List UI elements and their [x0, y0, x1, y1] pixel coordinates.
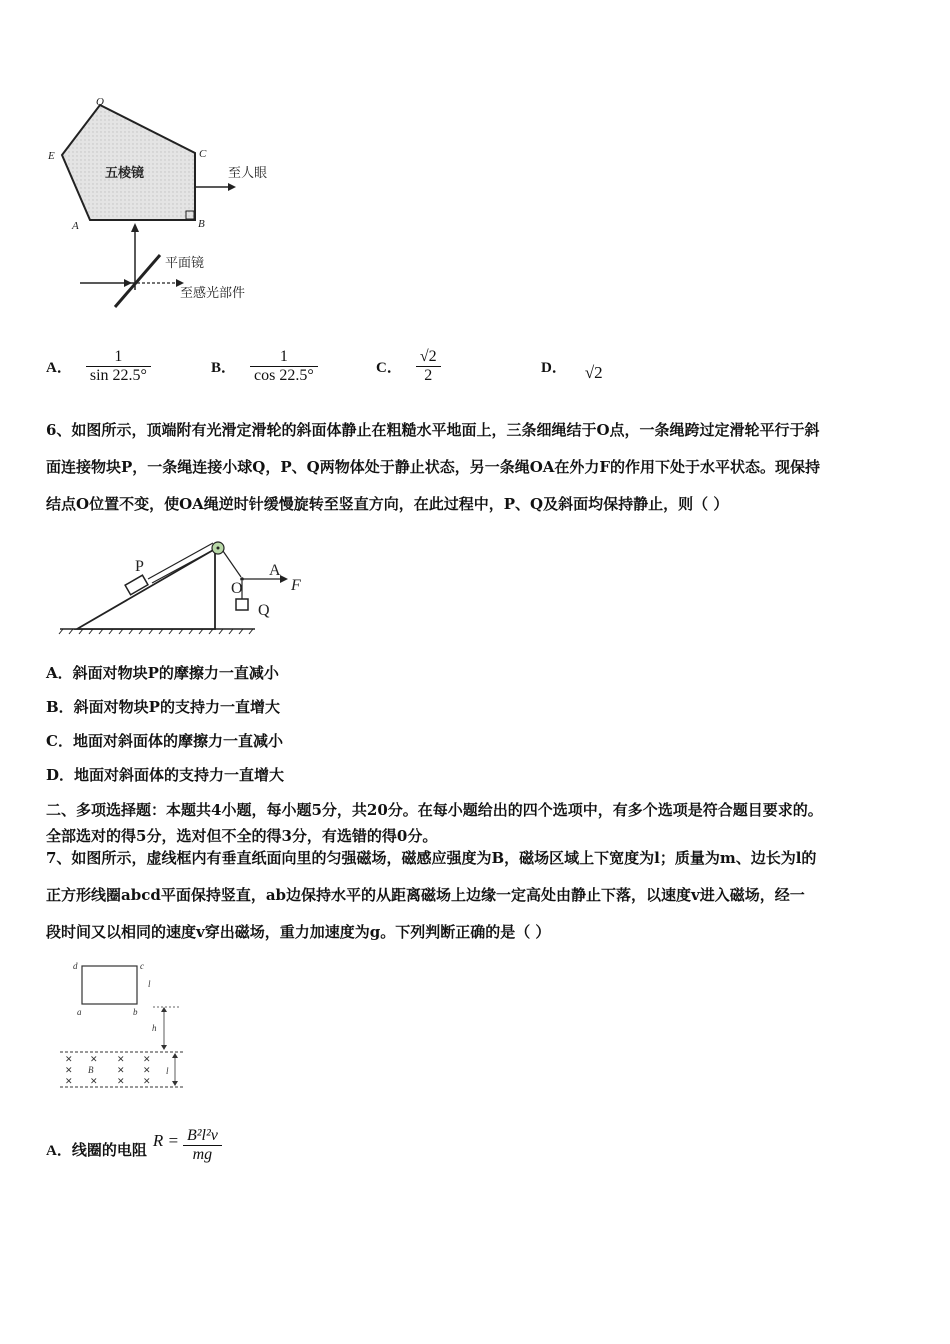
svg-text:✕: ✕: [65, 1065, 73, 1075]
coil-field-figure: [55, 955, 195, 1095]
coil-label-c: c: [140, 961, 144, 971]
label-f: F: [291, 577, 301, 594]
h-label: h: [152, 1023, 157, 1033]
coil-label-b: b: [133, 1007, 138, 1017]
denominator: mg: [183, 1145, 222, 1164]
q6-option-a[interactable]: A．斜面对物块P的摩擦力一直减小: [46, 664, 279, 682]
svg-text:✕: ✕: [143, 1054, 151, 1064]
q7-line-2: 正方形线圈abcd平面保持竖直，ab边保持水平的从距离磁场上边缘一定高处由静止下落，以速度v进入磁场，经一: [46, 886, 805, 904]
q6-line-2: 面连接物块P，一条绳连接小球Q，P、Q两物体处于静止状态，另一条绳OA在外力F的作用下处于水平状态。现保持: [46, 458, 821, 476]
pentaprism-shape: [62, 105, 195, 220]
label-a: A: [72, 220, 79, 232]
denominator: 2: [416, 366, 441, 385]
denominator: cos 22.5°: [250, 366, 318, 385]
svg-text:✕: ✕: [117, 1065, 125, 1075]
q6-option-b[interactable]: B．斜面对物块P的支持力一直增大: [46, 698, 280, 716]
coil-label-a: a: [77, 1007, 82, 1017]
q6-stem: [46, 412, 906, 523]
option-label: A．: [46, 359, 72, 376]
option-label: B．: [211, 359, 237, 376]
section-2-line-2: 全部选对的得5分，选对但不全的得3分，有选错的得0分。: [46, 827, 438, 845]
prism-figure: [40, 95, 300, 315]
label-o: O: [231, 580, 243, 597]
formula-lhs: R =: [152, 1131, 179, 1150]
q6-option-d[interactable]: D．地面对斜面体的支持力一直增大: [46, 766, 285, 784]
svg-text:✕: ✕: [65, 1076, 73, 1086]
label-c: C: [199, 148, 207, 160]
q5-option-b[interactable]: [211, 341, 318, 391]
option-label: C．: [376, 359, 402, 376]
q5-option-a[interactable]: [46, 341, 151, 391]
denominator: sin 22.5°: [86, 366, 151, 385]
q7-option-a[interactable]: [46, 1118, 222, 1172]
option-text: A．线圈的电阻: [46, 1142, 147, 1159]
q6-option-c[interactable]: C．地面对斜面体的摩擦力一直减小: [46, 732, 283, 750]
svg-text:✕: ✕: [117, 1054, 125, 1064]
incline-body: [77, 549, 215, 629]
formula-fraction: [183, 1127, 222, 1164]
numerator: 1: [114, 347, 123, 365]
fraction: [250, 348, 318, 385]
svg-text:✕: ✕: [143, 1065, 151, 1075]
label-q: Q: [258, 602, 270, 619]
fraction: [416, 348, 441, 385]
sqrt-value: √2: [584, 363, 603, 382]
svg-text:✕: ✕: [143, 1076, 151, 1086]
label-b: B: [198, 218, 205, 230]
svg-text:✕: ✕: [65, 1054, 73, 1064]
incline-figure: [55, 535, 325, 640]
to-sensor-label: 至感光部件: [180, 285, 246, 300]
numerator: 1: [279, 347, 288, 365]
option-label: D．: [541, 359, 567, 376]
numerator: B²l²v: [186, 1126, 218, 1144]
ball-q: [236, 599, 248, 610]
label-p: P: [135, 558, 144, 575]
numerator: √2: [419, 347, 437, 365]
to-eye-label: 至人眼: [228, 165, 268, 180]
svg-text:✕: ✕: [117, 1076, 125, 1086]
label-e: E: [48, 150, 55, 162]
section-2-line-1: 二、多项选择题：本题共4小题，每小题5分，共20分。在每小题给出的四个选项中，有多个选项是符合题目要求的。: [46, 801, 823, 819]
field-l-label: l: [166, 1066, 169, 1076]
square-coil: [82, 966, 137, 1004]
coil-label-l: l: [148, 979, 151, 989]
label-a: A: [269, 562, 281, 579]
mirror-label: 平面镜: [165, 255, 205, 270]
q5-option-d[interactable]: [541, 341, 603, 391]
q7-stem: [46, 840, 906, 951]
q5-option-c[interactable]: [376, 341, 441, 391]
q7-line-3: 段时间又以相同的速度v穿出磁场，重力加速度为g。下列判断正确的是（ ）: [46, 923, 551, 941]
fraction: [86, 348, 151, 385]
coil-label-d: d: [73, 961, 78, 971]
q6-line-1: 6、如图所示，顶端附有光滑定滑轮的斜面体静止在粗糙水平地面上，三条细绳结于O点，一条绳跨过定滑轮平行于斜: [46, 421, 820, 439]
label-o: O: [96, 96, 104, 108]
svg-text:✕: ✕: [90, 1054, 98, 1064]
field-b-label: B: [88, 1065, 94, 1075]
plane-mirror: [115, 255, 160, 307]
q6-line-3: 结点O位置不变，使OA绳逆时针缓慢旋转至竖直方向，在此过程中，P、Q及斜面均保持静止，则（ ）: [46, 495, 729, 513]
svg-text:✕: ✕: [90, 1076, 98, 1086]
q7-line-1: 7、如图所示，虚线框内有垂直纸面向里的匀强磁场，磁感应强度为B，磁场区域上下宽度为l；质量为m、边长为l的: [46, 849, 817, 867]
prism-label: 五棱镜: [105, 165, 145, 180]
